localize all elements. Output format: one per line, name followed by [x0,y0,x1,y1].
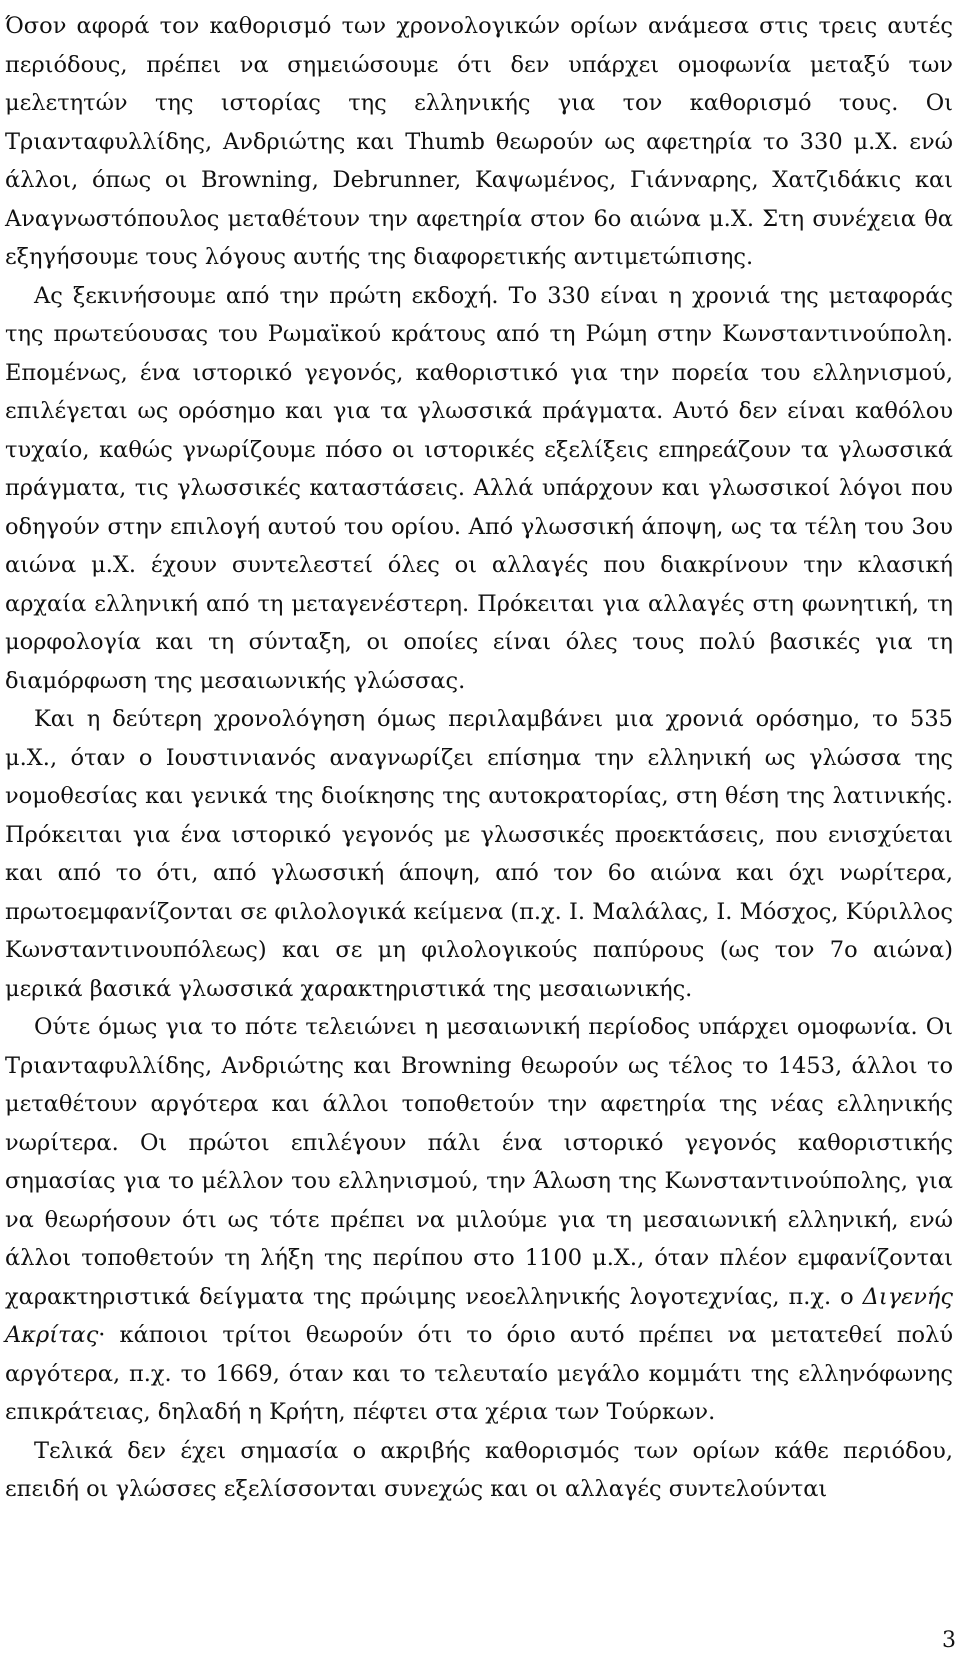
paragraph-text-after: · κάποιοι τρίτοι θεωρούν ότι το όριο αυτό πρέπει να μετατεθεί πολύ αργότερα, π.χ. το 1669, όταν και το τελευταίο μεγάλο κομμάτι της ελληνόφωνης επικράτειας, δηλαδή η Κρήτη, πέφτει στα χέρια των Τούρκων. [5,1322,953,1425]
paragraph-conclusion: Τελικά δεν έχει σημασία ο ακριβής καθορισμός των ορίων κάθε περιόδου, επειδή οι γλώσσες εξελίσσονται συνεχώς και οι αλλαγές συντελούνται [5,1437,953,1502]
page-number: 3 [942,1628,956,1653]
document-body [5,7,953,1509]
paragraph-text-before: Ούτε όμως για το πότε τελειώνει η μεσαιωνική περίοδος υπάρχει ομοφωνία. Οι Τριανταφυλλίδης, Ανδριώτης και Browning θεωρούν ως τέλος το 1453, άλλοι το μεταθέτουν αργότερα και άλλοι τοποθετούν την αφετηρία της νέας ελληνικής νωρίτερα. Οι πρώτοι επιλέγουν πάλι ένα ιστορικό γεγονός καθοριστικής σημασίας για το μέλλον του ελληνισμού, την Άλωση της Κωνσταντινούπολης, για να θεωρήσουν ότι ως τότε πρέπει να μιλούμε για τη μεσαιωνική ελληνική, ενώ άλλοι τοποθετούν τη λήξη της περίπου στο 1100 μ.Χ., όταν πλέον εμφανίζονται χαρακτηριστικά δείγματα της πρώιμης νεοελληνικής λογοτεχνίας, π.χ. ο [5,1014,953,1310]
italic-title-digenis-akritas: Διγενής Ακρίτας [5,1283,953,1348]
paragraph-second-dating: Και η δεύτερη χρονολόγηση όμως περιλαμβάνει μια χρονιά ορόσημο, το 535 μ.Χ., όταν ο Ιουστινιανός αναγνωρίζει επίσημα την ελληνική ως γλώσσα της νομοθεσίας και γενικά της διοίκησης της αυτοκρατορίας, στη θέση της λατινικής. Πρόκειται για ένα ιστορικό γεγονός με γλωσσικές προεκτάσεις, που ενισχύεται και από το ότι, από γλωσσική άποψη, από τον 6ο αιώνα και όχι νωρίτερα, πρωτοεμφανίζονται σε φιλολογικά κείμενα (π.χ. Ι. Μαλάλας, Ι. Μόσχος, Κύριλλος Κωνσταντινουπόλεως) και σε μη φιλολογικούς παπύρους (ως τον 7ο αιώνα) μερικά βασικά γλωσσικά χαρακτηριστικά της μεσαιωνικής. [5,706,953,1002]
paragraph-chronological-limits: Όσον αφορά τον καθορισμό των χρονολογικών ορίων ανάμεσα στις τρεις αυτές περιόδους, πρέπει να σημειώσουμε ότι δεν υπάρχει ομοφωνία μεταξύ των μελετητών της ιστορίας της ελληνικής για τον καθορισμό τους. Οι Τριανταφυλλίδης, Ανδριώτης και Thumb θεωρούν ως αφετηρία το 330 μ.Χ. ενώ άλλοι, όπως οι Browning, Debrunner, Καψωμένος, Γιάνναρης, Χατζιδάκις και Αναγνωστόπουλος μεταθέτουν την αφετηρία στον 6ο αιώνα μ.Χ. Στη συνέχεια θα εξηγήσουμε τους λόγους αυτής της διαφορετικής αντιμετώπισης. [5,13,953,270]
paragraph-first-version: Ας ξεκινήσουμε από την πρώτη εκδοχή. Το 330 είναι η χρονιά της μεταφοράς της πρωτεύουσας του Ρωμαϊκού κράτους από τη Ρώμη στην Κωνσταντινούπολη. Επομένως, ένα ιστορικό γεγονός, καθοριστικό για την πορεία του ελληνισμού, επιλέγεται ως ορόσημο και για τα γλωσσικά πράγματα. Αυτό δεν είναι καθόλου τυχαίο, καθώς γνωρίζουμε πόσο οι ιστορικές εξελίξεις επηρεάζουν τα γλωσσικά πράγματα, τις γλωσσικές καταστάσεις. Αλλά υπάρχουν και γλωσσικοί λόγοι που οδηγούν στην επιλογή αυτού του ορίου. Από γλωσσική άποψη, ως τα τέλη του 3ου αιώνα μ.Χ. έχουν συντελεστεί όλες οι αλλαγές που διακρίνουν την κλασική αρχαία ελληνική από τη μεταγενέστερη. Πρόκειται για αλλαγές στη φωνητική, τη μορφολογία και τη σύνταξη, οι οποίες είναι όλες τους πολύ βασικές για τη διαμόρφωση της μεσαιωνικής γλώσσας. [5,282,953,694]
paragraph-end-of-medieval-period [5,1008,953,1432]
